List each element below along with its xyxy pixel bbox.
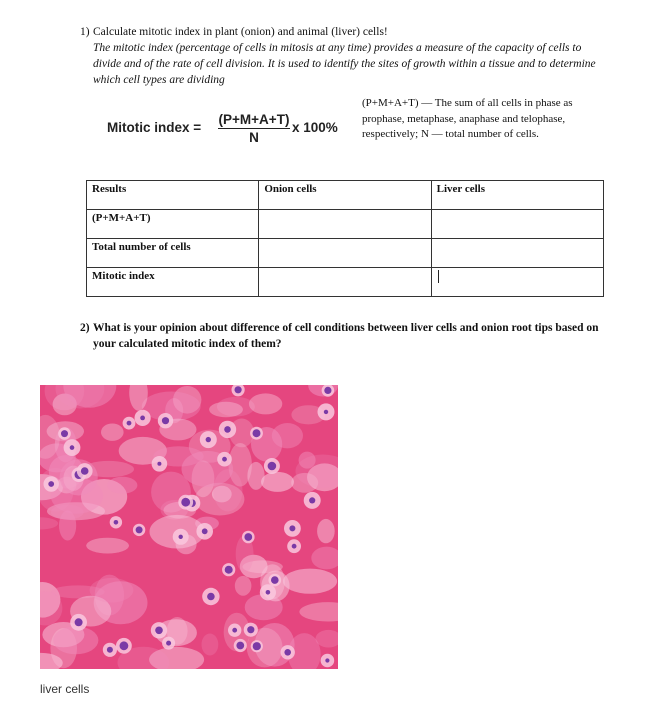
cell-onion-pmat[interactable]: [259, 210, 431, 239]
results-table: [86, 180, 604, 297]
liver-cells-micrograph: [40, 385, 338, 669]
row-label-total-cells: Total number of cells: [87, 239, 259, 268]
nucleus: [77, 463, 93, 479]
header-onion-cells: Onion cells: [259, 181, 431, 210]
nucleus: [318, 403, 335, 420]
header-liver-cells: Liver cells: [431, 181, 603, 210]
nucleus: [133, 524, 145, 536]
nucleus: [269, 574, 282, 587]
question-2-number: 2): [80, 322, 90, 334]
cell-liver-pmat[interactable]: [431, 210, 603, 239]
nucleus: [222, 563, 235, 576]
cytoplasm-patch: [261, 472, 294, 492]
nucleus: [234, 639, 247, 652]
row-label-mitotic-index: Mitotic index: [87, 268, 259, 297]
nucleus: [178, 495, 193, 510]
nucleus: [260, 584, 276, 600]
cytoplasm-patch: [249, 393, 282, 414]
nucleus: [242, 531, 255, 544]
nucleus: [196, 523, 213, 540]
nucleus: [44, 476, 59, 491]
nucleus: [162, 637, 175, 650]
cell-onion-mitotic-index[interactable]: [259, 268, 431, 297]
question-1-title: Calculate mitotic index in plant (onion) and animal (liver) cells!: [93, 26, 388, 38]
nucleus: [103, 643, 117, 657]
nucleus: [304, 492, 321, 509]
table-header-row: [87, 181, 604, 210]
cytoplasm-patch: [235, 576, 252, 596]
nucleus: [123, 417, 136, 430]
cytoplasm-patch: [107, 477, 137, 494]
formula-label: Mitotic index =: [107, 120, 202, 135]
table-row: [87, 210, 604, 239]
cytoplasm-patch: [59, 511, 76, 541]
cytoplasm-patch: [86, 538, 129, 554]
cytoplasm-patch: [202, 634, 219, 656]
cytoplasm-patch: [247, 462, 264, 490]
cytoplasm-patch: [53, 626, 98, 654]
cell-liver-mitotic-index[interactable]: [431, 268, 603, 297]
text-cursor: [438, 270, 439, 283]
cell-onion-total[interactable]: [259, 239, 431, 268]
formula-fraction: [218, 112, 290, 145]
cytoplasm-patch: [90, 578, 134, 603]
question-1-number: 1): [80, 26, 90, 38]
formula-multiplier: x 100%: [292, 120, 338, 135]
image-caption: liver cells: [40, 682, 90, 696]
table-row: [87, 268, 604, 297]
nucleus: [250, 427, 263, 440]
nucleus: [244, 623, 258, 637]
cell-liver-total[interactable]: [431, 239, 603, 268]
nucleus: [284, 520, 301, 537]
formula-numerator: (P+M+A+T): [218, 112, 290, 127]
nucleus: [321, 654, 335, 668]
nucleus: [200, 431, 217, 448]
formula-denominator: N: [249, 130, 259, 145]
formula-legend: (P+M+A+T) — The sum of all cells in phase as prophase, metaphase, anaphase and telophase, respectively; N — total number of cells.: [362, 97, 573, 140]
nucleus: [173, 529, 189, 545]
question-1-description: The mitotic index (percentage of cells in mitosis at any time) provides a measure of the capacity of cells to divide and of the rate of cell division. It is used to identify the sites of growth within a tissue and to determine which cell types are dividing: [93, 42, 596, 86]
nucleus: [264, 458, 280, 474]
cytoplasm-patch: [317, 519, 335, 543]
nucleus: [202, 588, 219, 605]
nucleus: [70, 614, 87, 631]
nucleus: [152, 456, 168, 472]
cytoplasm-patch: [283, 569, 337, 594]
cytoplasm-patch: [209, 402, 243, 417]
nucleus: [116, 638, 132, 654]
question-1: [80, 24, 610, 88]
nucleus: [219, 421, 236, 438]
nucleus: [64, 439, 81, 456]
nucleus: [58, 427, 71, 440]
nucleus: [158, 413, 173, 428]
nucleus: [151, 622, 167, 638]
nucleus: [228, 624, 241, 637]
question-2: [80, 320, 610, 352]
cytoplasm-patch: [101, 424, 124, 441]
nucleus: [217, 452, 232, 467]
nucleus: [287, 539, 301, 553]
nucleus: [135, 410, 151, 426]
nucleus: [281, 645, 295, 659]
row-label-pmat: (P+M+A+T): [87, 210, 259, 239]
nucleus: [251, 640, 263, 652]
question-2-text: What is your opinion about difference of cell conditions between liver cells and onion root tips based on your calculated mitotic index of them?: [93, 322, 599, 350]
header-results: Results: [87, 181, 259, 210]
nucleus: [110, 516, 122, 528]
table-row: [87, 239, 604, 268]
